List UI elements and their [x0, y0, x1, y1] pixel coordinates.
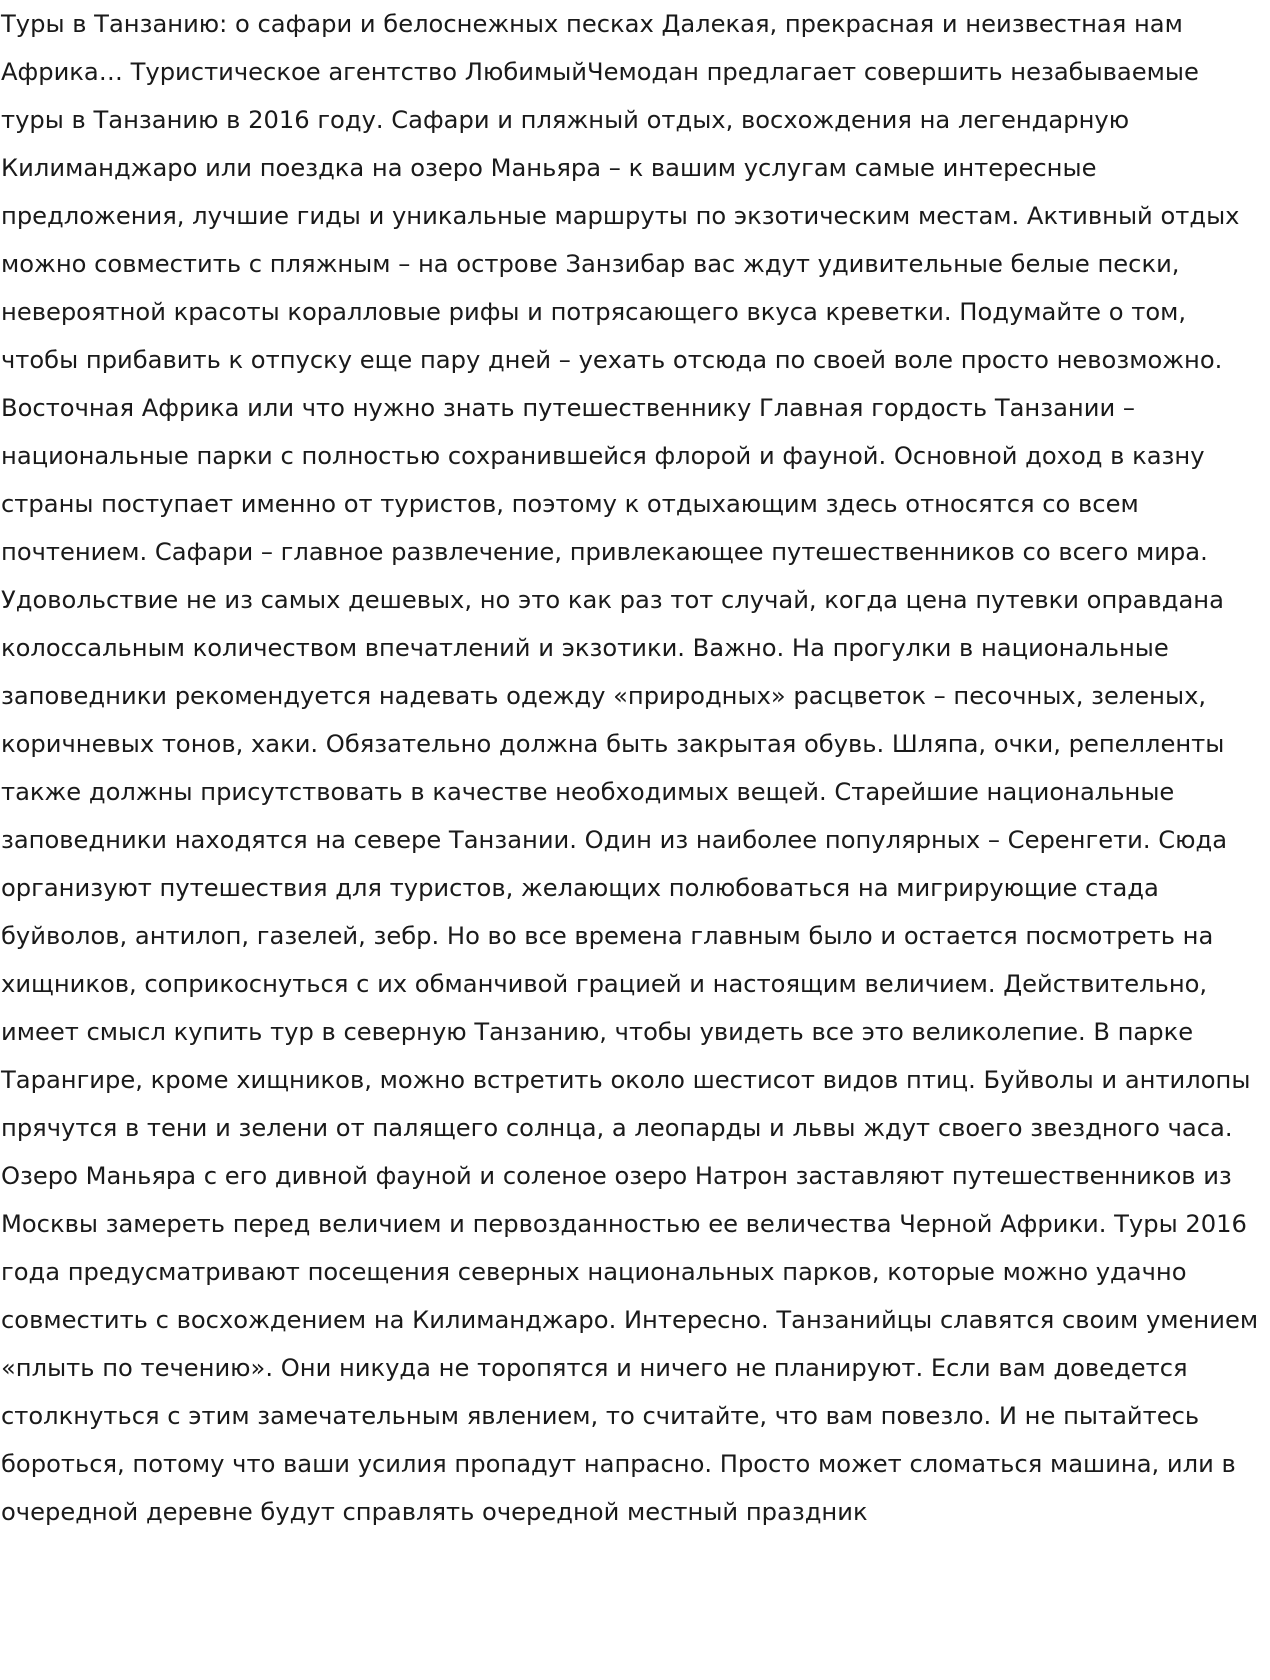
article-text: Туры в Танзанию: о сафари и белоснежных песках Далекая, прекрасная и неизвестная нам Африка… Туристическое агентство ЛюбимыйЧемодан предлагает совершить незабываемые туры в Танзанию в 2016 году. Сафари и пляжный отдых, восхождения на легендарную Килиманджаро или поездка на озеро Маньяра – к вашим услугам самые интересные предложения, лучшие гиды и уникальные маршруты по экзотическим местам. Активный отдых можно совместить с пляжным – на острове Занзибар вас ждут удивительные белые пески, невероятной красоты коралловые рифы и потрясающего вкуса креветки. Подумайте о том, чтобы прибавить к отпуску еще пару дней – уехать отсюда по своей воле просто невозможно. Восточная Африка или что нужно знать путешественнику Главная гордость Танзании – национальные парки с полностью сохранившейся флорой и фауной. Основной доход в казну страны поступает именно от туристов, поэтому к отдыхающим здесь относятся со всем почтением. Сафари – главное развлечение, привлекающее путешественников со всего мира. Удовольствие не из самых дешевых, но это как раз тот случай, когда цена путевки оправдана колоссальным количеством впечатлений и экзотики. Важно. На прогулки в национальные заповедники рекомендуется надевать одежду «природных» расцветок – песочных, зеленых, коричневых тонов, хаки. Обязательно должна быть закрытая обувь. Шляпа, очки, репелленты также должны присутствовать в качестве необходимых вещей. Старейшие национальные заповедники находятся на севере Танзании. Один из наиболее популярных – Серенгети. Сюда организуют путешествия для туристов, желающих полюбоваться на мигрирующие стада буйволов, антилоп, газелей, зебр. Но во все времена главным было и остается посмотреть на хищников, соприкоснуться с их обманчивой грацией и настоящим величием. Действительно, имеет смысл купить тур в северную Танзанию, чтобы увидеть все это великолепие. В парке Тарангире, кроме хищников, можно встретить около шестисот видов птиц. Буйволы и антилопы прячутся в тени и зелени от палящего солнца, а леопарды и львы ждут своего звездного часа. Озеро Маньяра с его дивной фауной и соленое озеро Натрон заставляют путешественников из Москвы замереть перед величием и первозданностью ее величества Черной Африки. Туры 2016 года предусматривают посещения северных национальных парков, которые можно удачно совместить с восхождением на Килиманджаро. Интересно. Танзанийцы славятся своим умением «плыть по течению». Они никуда не торопятся и ничего не планируют. Если вам доведется столкнуться с этим замечательным явлением, то считайте, что вам повезло. И не пытайтесь бороться, потому что ваши усилия пропадут напрасно. Просто может сломаться машина, или в очередной деревне будут справлять очередной местный праздник — [1, 10, 1259, 1526]
